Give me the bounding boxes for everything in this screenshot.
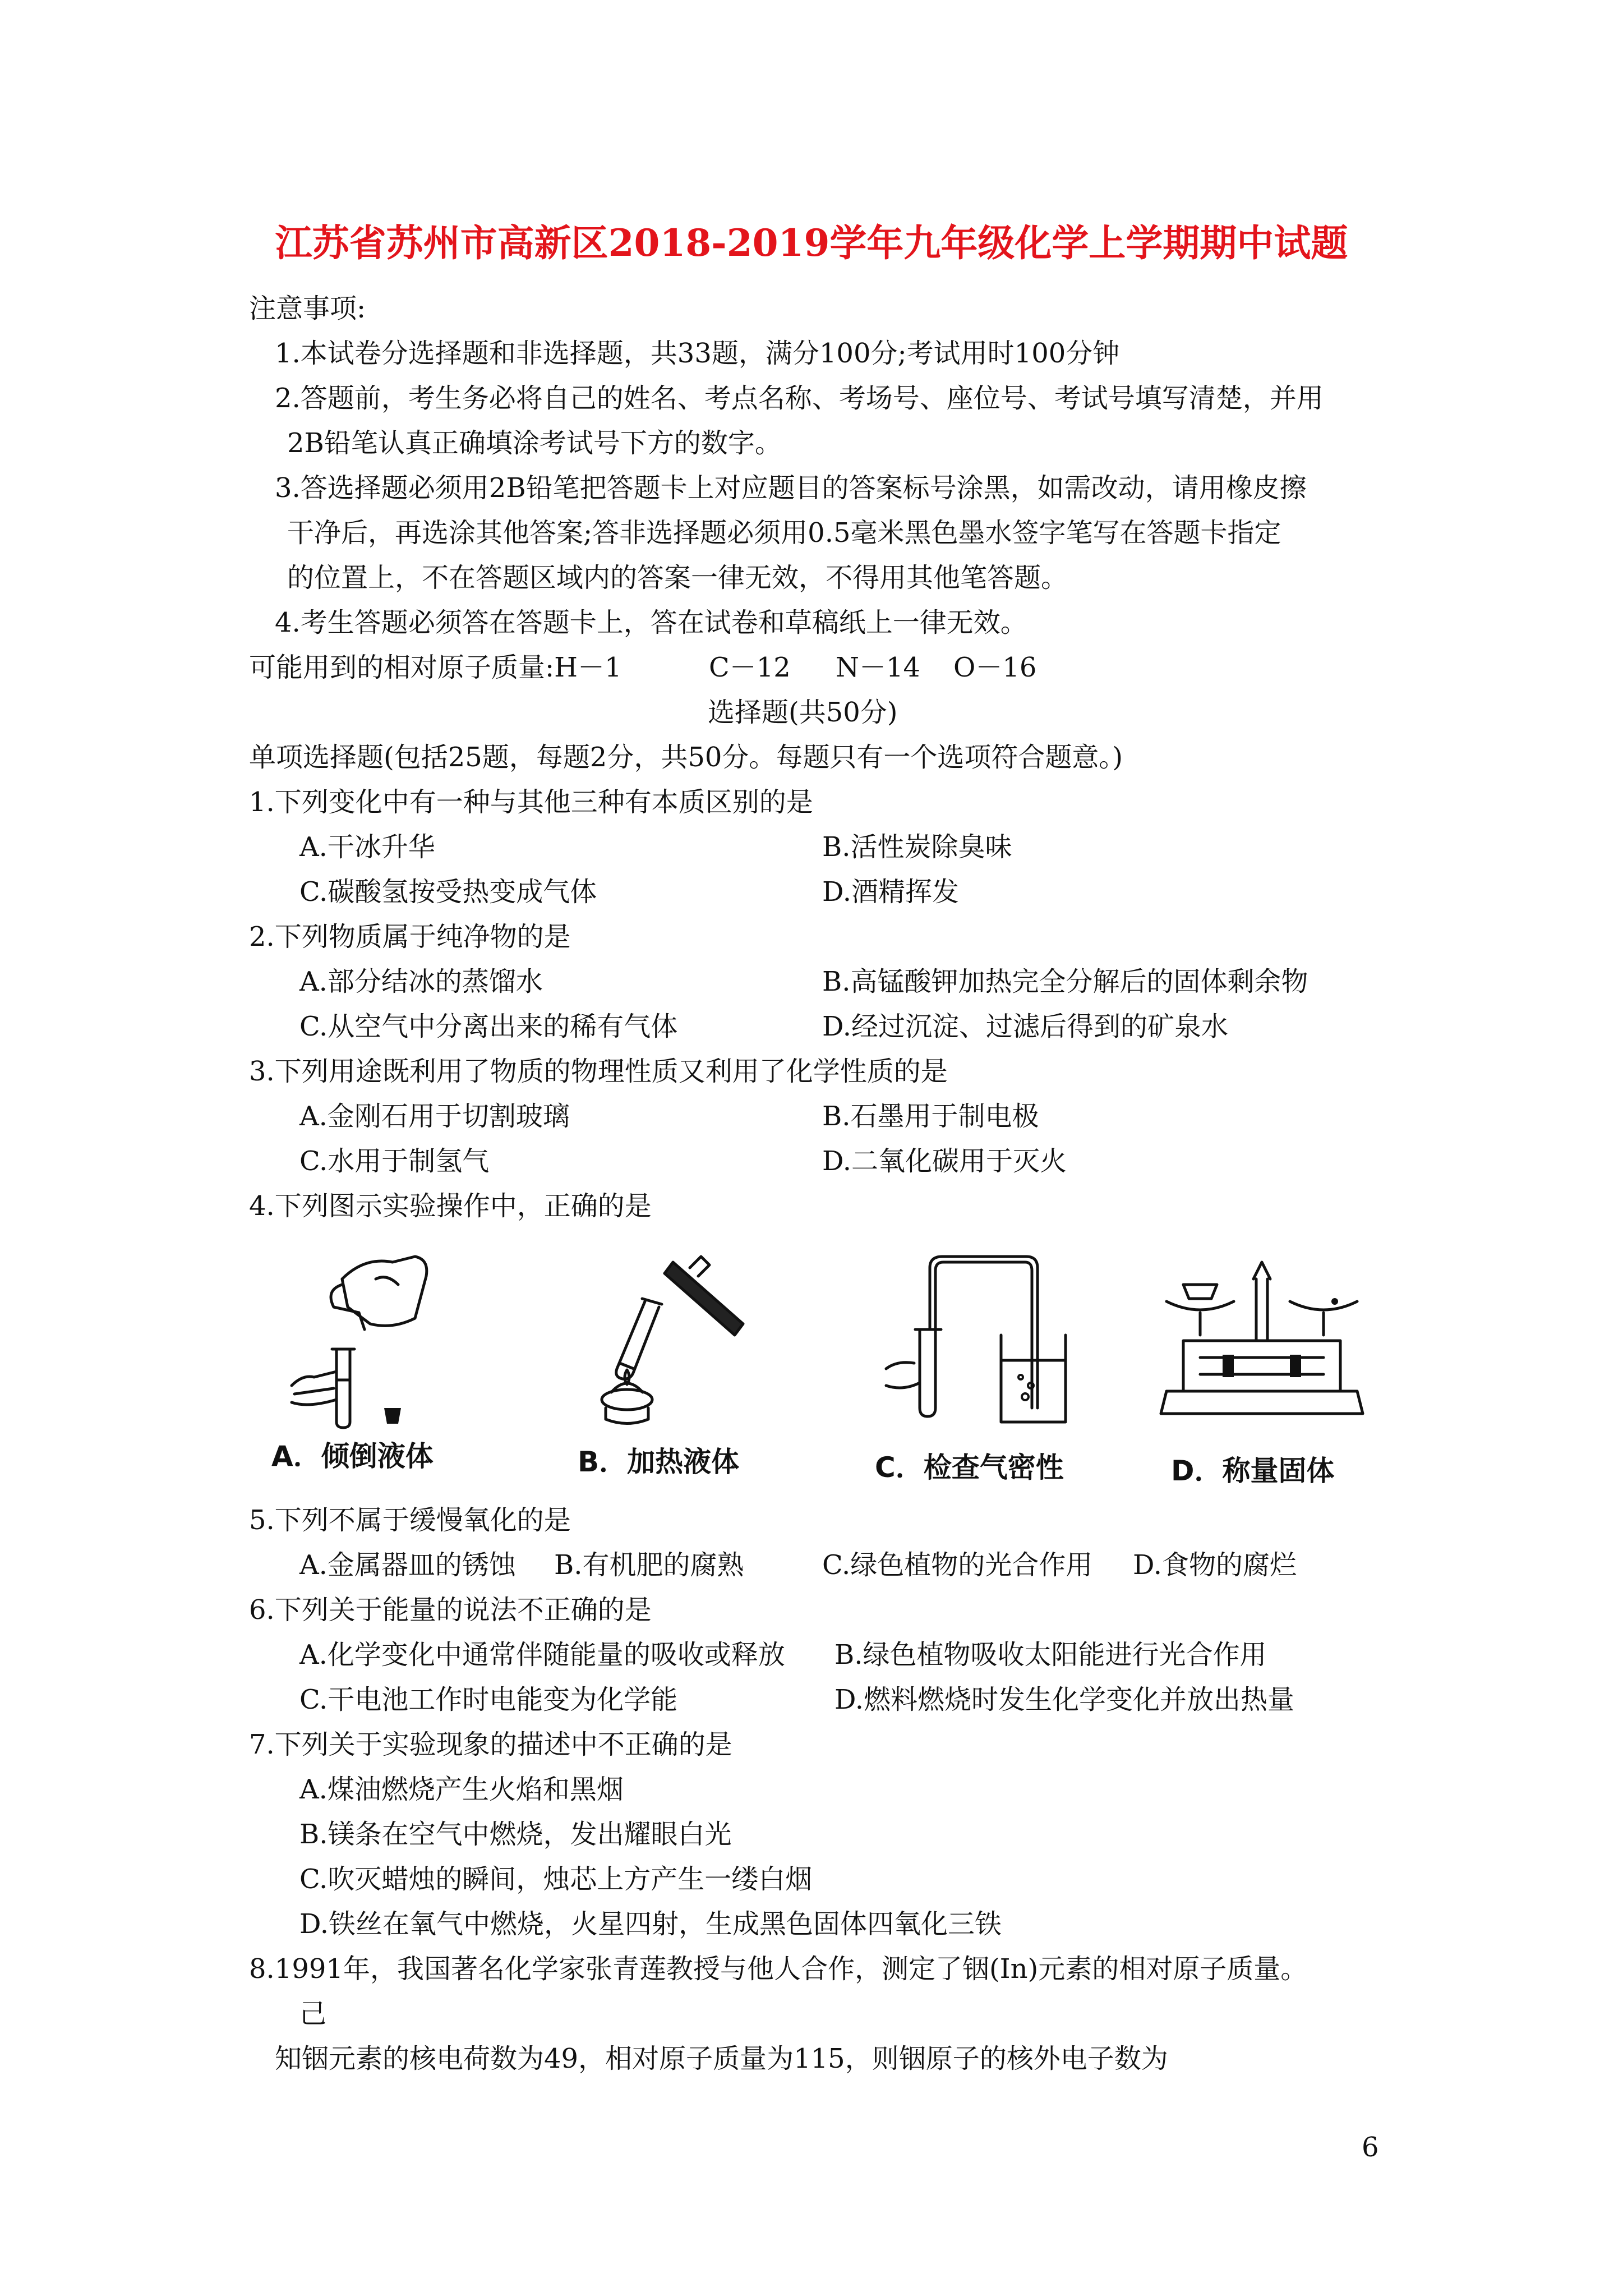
atomic-mass-o: O－16 [953, 652, 1037, 683]
question-7-option-c: C.吹灭蜡烛的瞬间，烛芯上方产生一缕白烟 [299, 1864, 813, 1895]
section-title: 选择题(共50分) [708, 697, 898, 728]
notice-item: 4.考生答题必须答在答题卡上，答在试卷和草稿纸上一律无效。 [275, 607, 1027, 638]
question-4-stem: 4.下列图示实验操作中，正确的是 [249, 1190, 652, 1222]
figure-d-caption: D．称量固体 [1171, 1455, 1335, 1487]
question-5-option-d: D.食物的腐烂 [1133, 1549, 1297, 1581]
question-5-option-b: B.有机肥的腐熟 [554, 1549, 744, 1581]
notice-item: 1.本试卷分选择题和非选择题，共33题，满分100分;考试用时100分钟 [275, 338, 1120, 369]
question-8-stem: 8.1991年，我国著名化学家张青莲教授与他人合作，测定了铟(In)元素的相对原子质量。 [249, 1953, 1308, 1985]
question-2-stem: 2.下列物质属于纯净物的是 [249, 921, 571, 953]
question-7-option-d: D.铁丝在氧气中燃烧，火星四射，生成黑色固体四氧化三铁 [299, 1908, 1002, 1940]
question-7-option-b: B.镁条在空气中燃烧，发出耀眼白光 [299, 1819, 732, 1850]
question-3-option-b: B.石墨用于制电极 [822, 1101, 1039, 1132]
page-number: 6 [1362, 2132, 1379, 2163]
heating-liquid-illustration [589, 1245, 768, 1430]
notice-item: 2B铅笔认真正确填涂考试号下方的数字。 [287, 427, 782, 459]
page-title: 江苏省苏州市高新区2018-2019学年九年级化学上学期期中试题 [275, 221, 1348, 265]
question-2-option-b: B.高锰酸钾加热完全分解后的固体剩余物 [822, 966, 1308, 997]
airtightness-check-illustration [880, 1245, 1071, 1430]
question-1-option-b: B.活性炭除臭味 [822, 831, 1012, 863]
question-1-option-c: C.碳酸氢按受热变成气体 [299, 876, 597, 908]
figure-b-caption: B．加热液体 [578, 1446, 740, 1478]
atomic-mass-n: N－14 [836, 652, 921, 683]
question-1-option-a: A.干冰升华 [299, 831, 435, 863]
notice-item: 2.答题前，考生务必将自己的姓名、考点名称、考场号、座位号、考试号填写清楚，并用 [275, 383, 1324, 414]
question-5-option-c: C.绿色植物的光合作用 [822, 1549, 1093, 1581]
question-2-option-a: A.部分结冰的蒸馏水 [299, 966, 543, 997]
question-3-stem: 3.下列用途既利用了物质的物理性质又利用了化学性质的是 [249, 1056, 948, 1087]
section-description: 单项选择题(包括25题，每题2分，共50分。每题只有一个选项符合题意。) [249, 742, 1123, 773]
balance-scale-illustration [1155, 1245, 1368, 1430]
atomic-mass-label: 可能用到的相对原子质量:H－1 [249, 652, 622, 683]
notice-heading: 注意事项: [249, 293, 366, 324]
question-8-line-3: 知铟元素的核电荷数为49，相对原子质量为115，则铟原子的核外电子数为 [275, 2043, 1168, 2074]
notice-item: 的位置上，不在答题区域内的答案一律无效，不得用其他笔答题。 [287, 562, 1068, 593]
notice-item: 3.答选择题必须用2B铅笔把答题卡上对应题目的答案标号涂黑，如需改动，请用橡皮擦 [275, 472, 1307, 504]
question-2-option-c: C.从空气中分离出来的稀有气体 [299, 1011, 678, 1042]
notice-item: 干净后，再选涂其他答案;答非选择题必须用0.5毫米黑色墨水签字笔写在答题卡指定 [287, 517, 1281, 549]
question-3-option-a: A.金刚石用于切割玻璃 [299, 1101, 570, 1132]
question-3-option-d: D.二氧化碳用于灭火 [822, 1145, 1067, 1177]
question-7-stem: 7.下列关于实验现象的描述中不正确的是 [249, 1729, 732, 1760]
question-2-option-d: D.经过沉淀、过滤后得到的矿泉水 [822, 1011, 1229, 1042]
question-8-line-2: 己 [299, 1998, 327, 2030]
figure-a-caption: A．倾倒液体 [271, 1440, 434, 1473]
question-6-stem: 6.下列关于能量的说法不正确的是 [249, 1594, 652, 1626]
question-6-option-d: D.燃料燃烧时发生化学变化并放出热量 [834, 1684, 1295, 1715]
question-3-option-c: C.水用于制氢气 [299, 1145, 490, 1177]
question-5-option-a: A.金属器皿的锈蚀 [299, 1549, 516, 1581]
question-7-option-a: A.煤油燃烧产生火焰和黑烟 [299, 1774, 624, 1805]
figure-c-caption: C．检查气密性 [875, 1451, 1064, 1484]
atomic-mass-c: C－12 [709, 652, 791, 683]
bottle-stopper [384, 1408, 401, 1424]
question-1-option-d: D.酒精挥发 [822, 876, 960, 908]
pouring-liquid-illustration [280, 1245, 471, 1430]
question-5-stem: 5.下列不属于缓慢氧化的是 [249, 1504, 571, 1536]
question-6-option-b: B.绿色植物吸收太阳能进行光合作用 [834, 1639, 1267, 1671]
question-6-option-c: C.干电池工作时电能变为化学能 [299, 1684, 678, 1715]
question-1-stem: 1.下列变化中有一种与其他三种有本质区别的是 [249, 786, 813, 818]
question-6-option-a: A.化学变化中通常伴随能量的吸收或释放 [299, 1639, 785, 1671]
